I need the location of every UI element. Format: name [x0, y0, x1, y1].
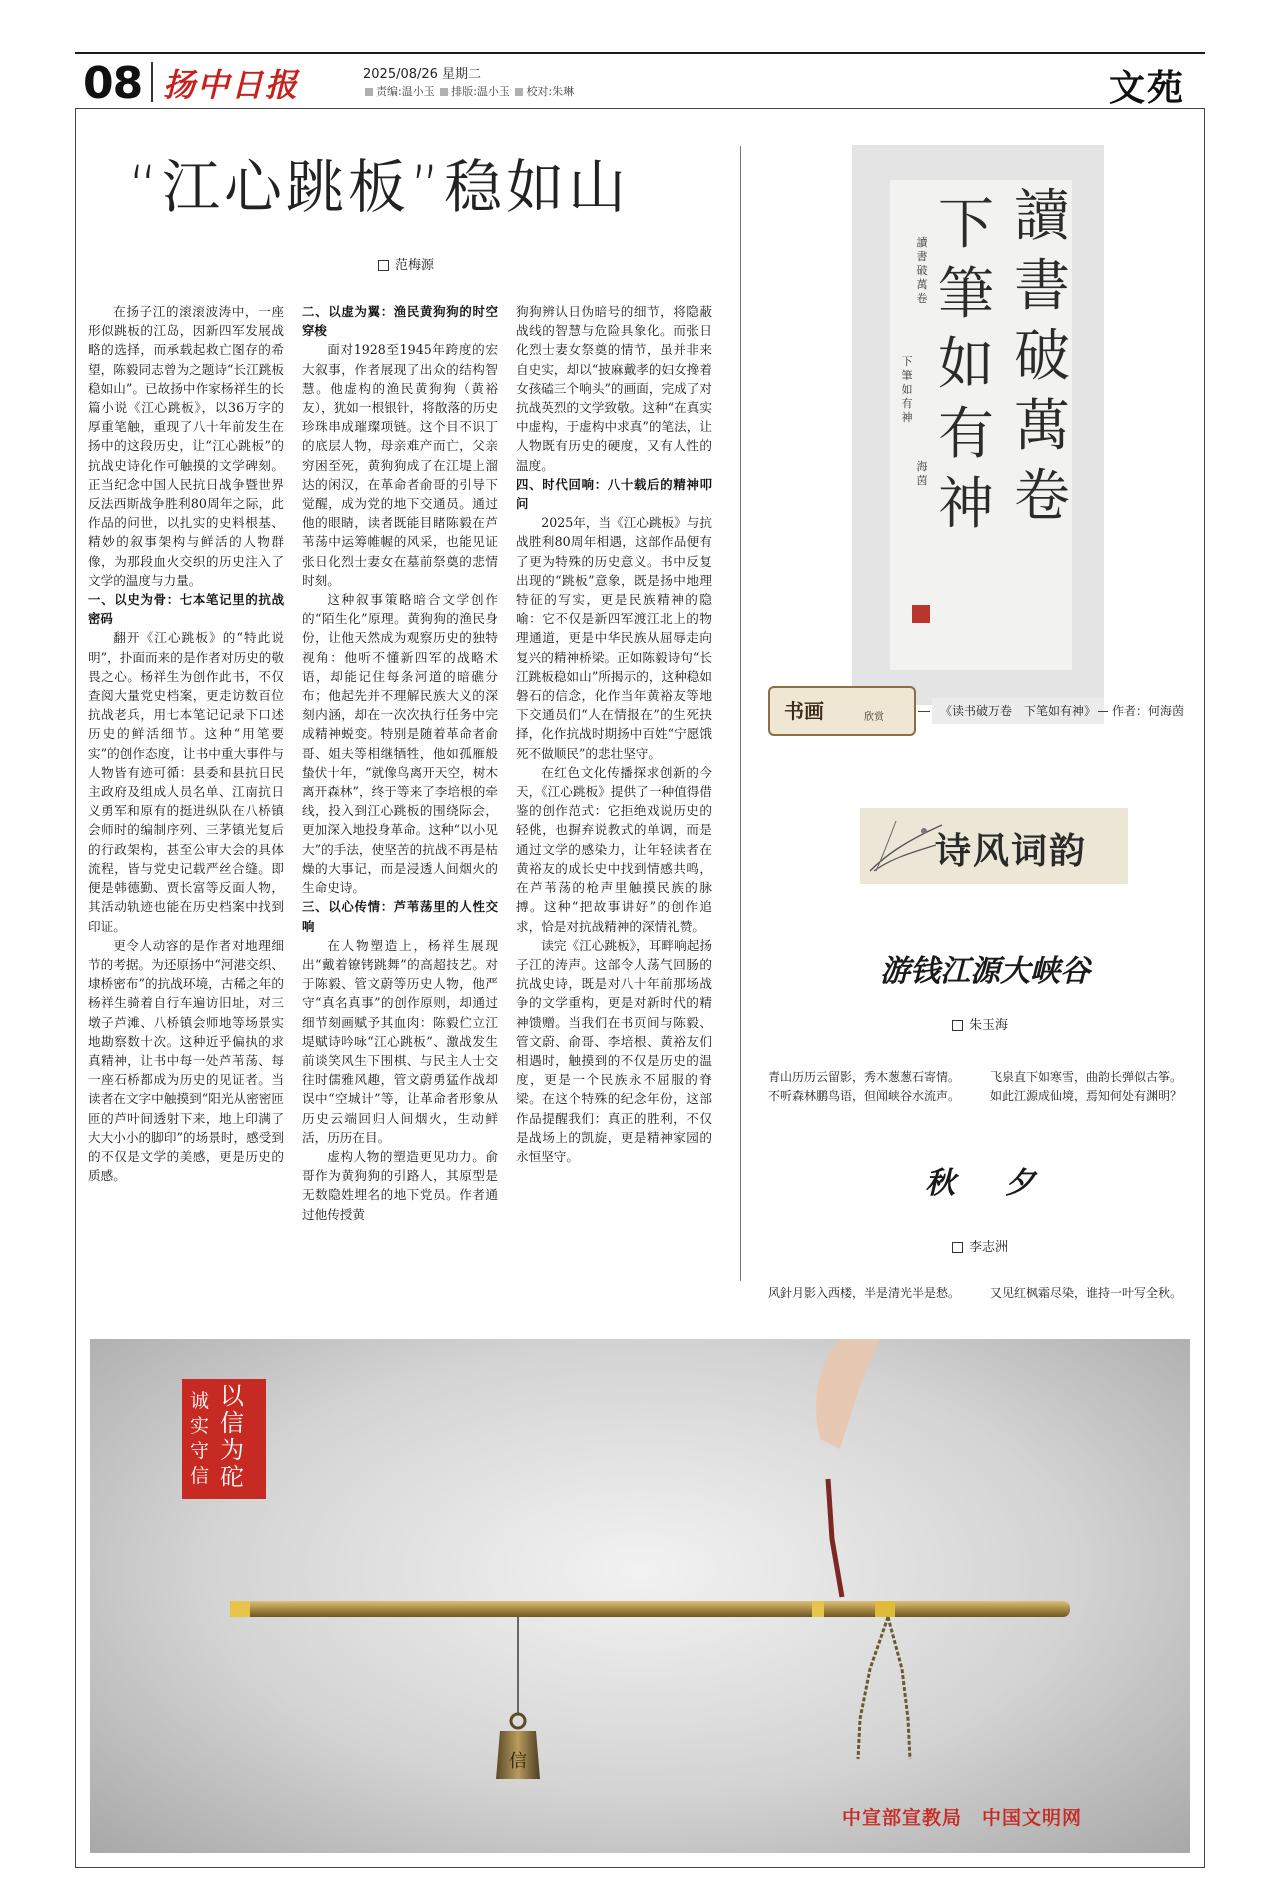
layout-credit: 排版:温小玉 [451, 85, 510, 98]
badge-main-text: 书画 [784, 699, 824, 723]
section-heading: 一、以史为骨：七本笔记里的抗战密码 [88, 592, 284, 627]
poetry-banner-title: 诗风词韵 [935, 831, 1088, 872]
newspaper-masthead: 扬中日报 [163, 66, 300, 104]
article-paragraph: 这种叙事策略暗合文学创作的“陌生化”原理。黄狗狗的渔民身份，让他天然成为观察历史的独特视角：他听不懂新四军的战略术语，却能记住每条河道的暗礁分布；他起先并不理解民族大义的深刻内涵，却在一次次执行任务中完成精神蜕变。特别是随着革命者俞哥、姐夫等相继牺牲，他如孤雁般蛰伏十年，“就像鸟离开天空，树木离开森林”，终于等来了李培根的牵线，投入到江心跳板的围绕际会，更加深入地投身革命。这种“以小见大”的手法，使坚苦的抗战不再是枯燥的大事记，而是浸透人间烟火的生命史诗。 [302, 592, 498, 896]
article-paragraph: 翻开《江心跳板》的“特此说明”，扑面而来的是作者对历史的敬畏之心。杨祥生为创作此书，不仅查阅大量党史档案，更走访数百位抗战老兵，用七本笔记记录下口述历史的鲜活细节。这种“用笔要实”的创作态度，让书中重大事件与人物皆有迹可循：县委和县抗日民主政府及组成人员名单、江南抗日义勇军和原有的挺进纵队在八桥镇会师时的编制序列、三茅镇光复后的行政架构，甚至公审大会的具体流程，皆与党史记载严丝合缝。即便是韩德勤、贾长富等反面人物，其活动轨迹也能在历史档案中找到印证。 [88, 630, 284, 934]
article-paragraph: 2025年，当《江心跳板》与抗战胜利80周年相遇，这部作品便有了更为特殊的历史意义。书中反复出现的“跳板”意象，既是扬中地理特征的写实，更是民族精神的隐喻：它不仅是新四军渡江北上的物理通道，更是中华民族从屈辱走向复兴的精神桥梁。正如陈毅诗句“长江跳板稳如山”所揭示的，这种稳如磐石的信念，化作当年黄裕友等地下交通员们“人在情报在”的生死抉择，化作抗战时期扬中百姓“宁愿饿死不做顺民”的悲壮坚守。 [516, 515, 712, 761]
article-paragraph: 在扬子江的滚滚波涛中，一座形似跳板的江岛，因新四军发展战略的选择，而承载起救亡图存的希望，陈毅同志曾为之题诗“长江跳板稳如山”。已故扬中作家杨祥生的长篇小说《江心跳板》，以36万字的厚重笔触，重现了八十年前发生在扬中的这段历史，让“江心跳板”的抗战史诗化作可触摸的文学碑刻。正当纪念中国人民抗日战争暨世界反法西斯战争胜利80周年之际，此作品的问世，以扎实的史料根基、精妙的叙事架构与鲜活的人物群像，为那段血火交织的历史注入了文学的温度与力量。 [88, 304, 284, 588]
poem-2-author: 李志洲 [969, 1240, 1009, 1255]
article-paragraph: 狗狗辨认日伪暗号的细节，将隐蔽战线的智慧与危险具象化。而张日化烈士妻女祭奠的情节，虽并非来自史实，却以“披麻戴孝的妇女搀着女孩磕三个响头”的画面，完成了对抗战英烈的文学致敬。这种“在真实中虚构，于虚构中求真”的笔法，让人物既有历史的硬度，又有人性的温度。 [516, 304, 712, 473]
poem-1-author: 朱玉海 [969, 1018, 1009, 1033]
weight-inscription: 信 [509, 1751, 527, 1772]
poem-1-line-4: 如此江源成仙境，焉知何处有渊明？ [990, 1089, 1183, 1103]
calligraphy-seal [912, 605, 930, 623]
article-byline [378, 254, 434, 273]
byline-box-icon [952, 1020, 963, 1031]
poem-1-line-1: 青山历历云留影，秀木葱葱石寄情。 [768, 1070, 961, 1084]
byline-box-icon [378, 260, 389, 271]
editor-credit: 责编:温小玉 [376, 85, 435, 98]
editor-credits [363, 83, 574, 99]
proof-credit: 校对:朱琳 [526, 85, 575, 98]
article-paragraph: 读完《江心跳板》，耳畔响起扬子江的涛声。这部令人荡气回肠的抗战史诗，既是对八十年前那场战争的文学重构，更是对新时代的精神馈赠。当我们在书页间与陈毅、管文蔚、俞哥、李培根、黄裕友们相遇时，触摸到的不仅是历史的温度，更是一个民族永不屈服的脊梁。在这个特殊的纪念年份，这部作品提醒我们：真正的胜利，不仅是战场上的凯旋，更是精神家园的永恒坚守。 [516, 937, 712, 1164]
ad-sponsor: 中宣部宣教局 中国文明网 [842, 1807, 1083, 1829]
poem-2-title: 秋 夕 [925, 1166, 1045, 1201]
calligraphy-badge [768, 686, 916, 736]
steelyard-illustration [90, 1339, 1190, 1853]
article-paragraph: 在红色文化传播探求创新的今天，《江心跳板》提供了一种值得借鉴的创作范式：它拒绝戏说历史的轻佻，也摒弃说教式的单调，而是通过文学的感染力，让年轻读者在黄裕友的成长史中找到情感共鸣，在芦苇荡的枪声里触摸民族的脉搏。这种“把故事讲好”的创作追求，恰是对抗战精神的深情礼赞。 [516, 764, 712, 934]
calligraphy-inscription-2: 下筆如有神 [901, 355, 913, 424]
article-paragraph: 虚构人物的塑造更见功力。俞哥作为黄狗狗的引路人，其原型是无数隐姓埋名的地下党员。作者通过他传授黄 [302, 1148, 498, 1222]
calligraphy-signature: 海茵 [916, 460, 928, 487]
public-service-ad [90, 1339, 1190, 1853]
poem-2-byline [952, 1236, 1008, 1255]
byline-box-icon [952, 1242, 963, 1253]
section-heading: 三、以心传情：芦苇荡里的人性交响 [302, 899, 498, 934]
article-column-3 [516, 302, 712, 1362]
caption-dash [1098, 711, 1108, 712]
article-author: 范梅源 [395, 258, 435, 273]
article-column-1 [88, 302, 284, 1362]
article-paragraph: 在人物塑造上，杨祥生展现出“戴着镣铐跳舞”的高超技艺。对于陈毅、管文蔚等历史人物，他严守“真名真事”的创作原则，却通过细节刻画赋予其血肉：陈毅伫立江堤赋诗吟咏“江心跳板”、激战发生前谈笑风生下围棋、与民主人士交往时儒雅风趣，管文蔚勇猛作战却误中“空城计”等，让革命者形象从历史云端回归人间烟火，生动鲜活，历历在目。 [302, 937, 498, 1145]
square-bullet-icon [440, 88, 448, 96]
badge-sub-text: 欣赏 [864, 712, 884, 723]
page-header [75, 54, 1205, 108]
calligraphy-main-col-2: 下筆如有神 [938, 192, 994, 537]
article-column-2 [302, 302, 498, 1362]
calligraphy-main-col-1: 讀書破萬卷 [1014, 184, 1070, 529]
poem-1-line-3: 飞泉直下如寒雪，曲韵长弹似古筝。 [990, 1070, 1183, 1084]
issue-date: 2025/08/26 星期二 [363, 67, 482, 82]
poem-2-line-1: 风針月影入西楼，半是清光半是愁。 [768, 1286, 961, 1300]
poem-1-byline [952, 1014, 1008, 1033]
square-bullet-icon [515, 88, 523, 96]
poem-1-line-2: 不听森林鹏鸟语，但闻峡谷水流声。 [768, 1089, 961, 1103]
article-paragraph: 更令人动容的是作者对地理细节的考据。为还原扬中“河港交织、埭桥密布”的抗战环境，古稀之年的杨祥生骑着自行车遍访旧址，对三墩子芦滩、八桥镇会师地等场景实地勘察数十次。这种近乎偏执的求真精神，让书中每一处芦苇荡、每一座石桥都成为历史的见证者。当读者在文字中触摸到“阳光从密密匝匝的芦叶间透射下来，地上印满了大大小小的脚印”的场景时，感受到的不仅是文学的美感，更是历史的质感。 [88, 937, 284, 1184]
header-divider [151, 62, 153, 102]
calligraphy-author: 作者：何海茵 [1112, 704, 1185, 718]
orchid-icon [866, 815, 946, 875]
square-bullet-icon [365, 88, 373, 96]
calligraphy-caption: 《读书破万卷 下笔如有神》 [932, 698, 1104, 724]
article-title: “江心跳板”稳如山 [128, 153, 631, 221]
column-divider [740, 146, 741, 1281]
section-heading: 四、时代回响：八十载后的精神叩问 [516, 476, 712, 512]
caption-dash [918, 711, 930, 712]
section-heading: 二、以虚为翼：渔民黄狗狗的时空穿梭 [302, 304, 498, 339]
poem-2-line-2: 又见红枫霜尽染，谁持一叶写全秋。 [990, 1286, 1183, 1300]
seal-text-main: 以信为砣 [220, 1382, 244, 1491]
seal-text-side: 诚实守信 [190, 1390, 210, 1487]
article-paragraph: 面对1928至1945年跨度的宏大叙事，作者展现了出众的结构智慧。他虚构的渔民黄狗狗（黄裕友），犹如一根银针，将散落的历史珍珠串成璀璨项链。这个目不识丁的底层人物，母亲难产而亡，父亲穷困至死，黄狗狗成了在江堤上溜达的闲汉，在革命者俞哥的引导下觉醒，成为党的地下交通员。通过他的眼睛，读者既能目睹陈毅在芦苇荡中运筹帷幄的风采，也能见证张日化烈士妻女在墓前祭奠的悲情时刻。 [302, 342, 498, 588]
poem-1-title: 游钱江源大峡谷 [880, 954, 1090, 989]
section-name: 文苑 [1108, 68, 1185, 109]
page-number: 08 [83, 58, 143, 109]
calligraphy-inscription-1: 讀書破萬卷 [916, 236, 928, 305]
